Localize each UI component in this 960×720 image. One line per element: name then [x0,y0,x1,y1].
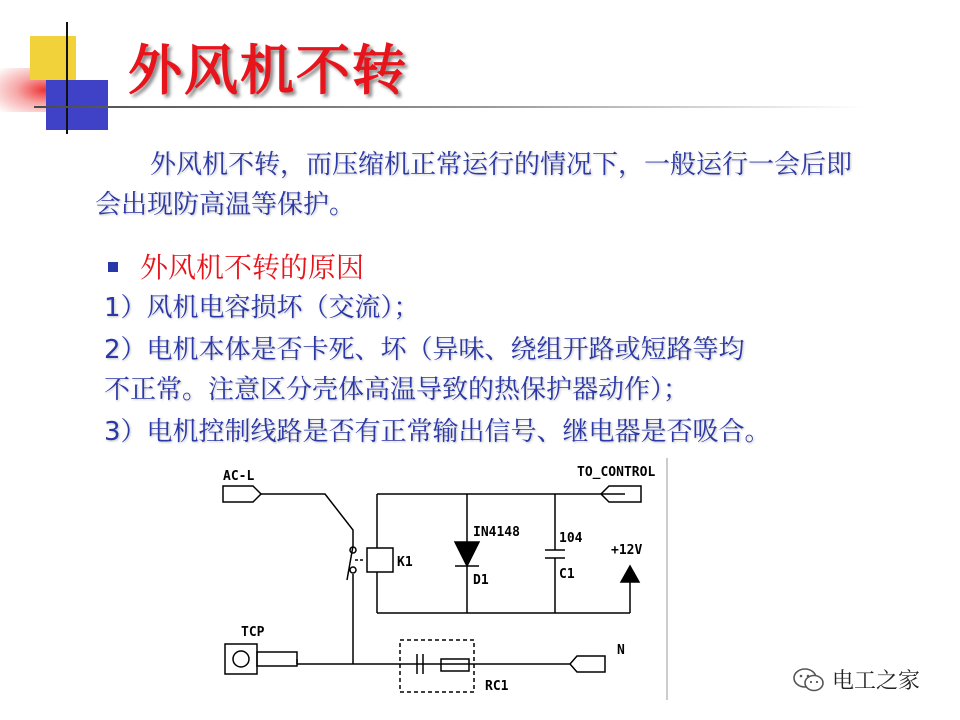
diode-model-label: IN4148 [473,525,520,540]
cause-line-1: 1）风机电容损坏（交流）； [104,293,420,323]
watermark [792,664,920,695]
title-rule [34,106,864,108]
ac-l-wire [261,494,353,546]
ac-l-label: AC-L [223,469,255,484]
relay-contact-bottom [350,567,356,573]
wechat-icon [792,666,826,694]
deco-blue-square [46,80,108,130]
n-terminal [570,656,605,672]
section-heading: 外风机不转的原因 [140,251,365,284]
supply-label: +12V [611,543,643,558]
relay-label: K1 [397,555,413,570]
rc-label: RC1 [485,679,509,694]
tcp-terminal [225,644,257,674]
neutral-label: N [617,643,625,658]
relay-coil [367,548,393,572]
diode-label: D1 [473,573,489,588]
cap-label: C1 [559,567,575,582]
circuit-diagram [205,458,675,700]
rc1-dashed-box [400,640,474,692]
to-control-label: TO_CONTROL [577,465,656,480]
bullet-square-icon [108,262,118,272]
rc1-resistor [441,659,469,671]
ac-l-terminal [223,486,261,502]
cause-line-4: 3）电机控制线路是否有正常输出信号、继电器是否吸合。 [104,417,771,447]
cap-value-label: 104 [559,531,583,546]
cause-line-3: 不正常。注意区分壳体高温导致的热保护器动作）； [104,375,690,405]
cause-line-2: 2）电机本体是否卡死、坏（异味、绕组开路或短路等均 [104,335,745,365]
deco-vertical-line [66,22,68,134]
tcp-terminal-hole [233,651,249,667]
tcp-label: TCP [241,625,265,640]
supply-arrow [621,566,639,582]
tcp-terminal-tab [257,652,297,666]
deco-yellow-square [30,36,76,80]
intro-paragraph: 外风机不转，而压缩机正常运行的情况下，一般运行一会后即会出现防高温等保护。 [95,150,853,220]
diode-symbol [455,542,479,566]
slide-title: 外风机不转 [128,39,408,102]
watermark-text: 电工之家 [832,669,921,694]
